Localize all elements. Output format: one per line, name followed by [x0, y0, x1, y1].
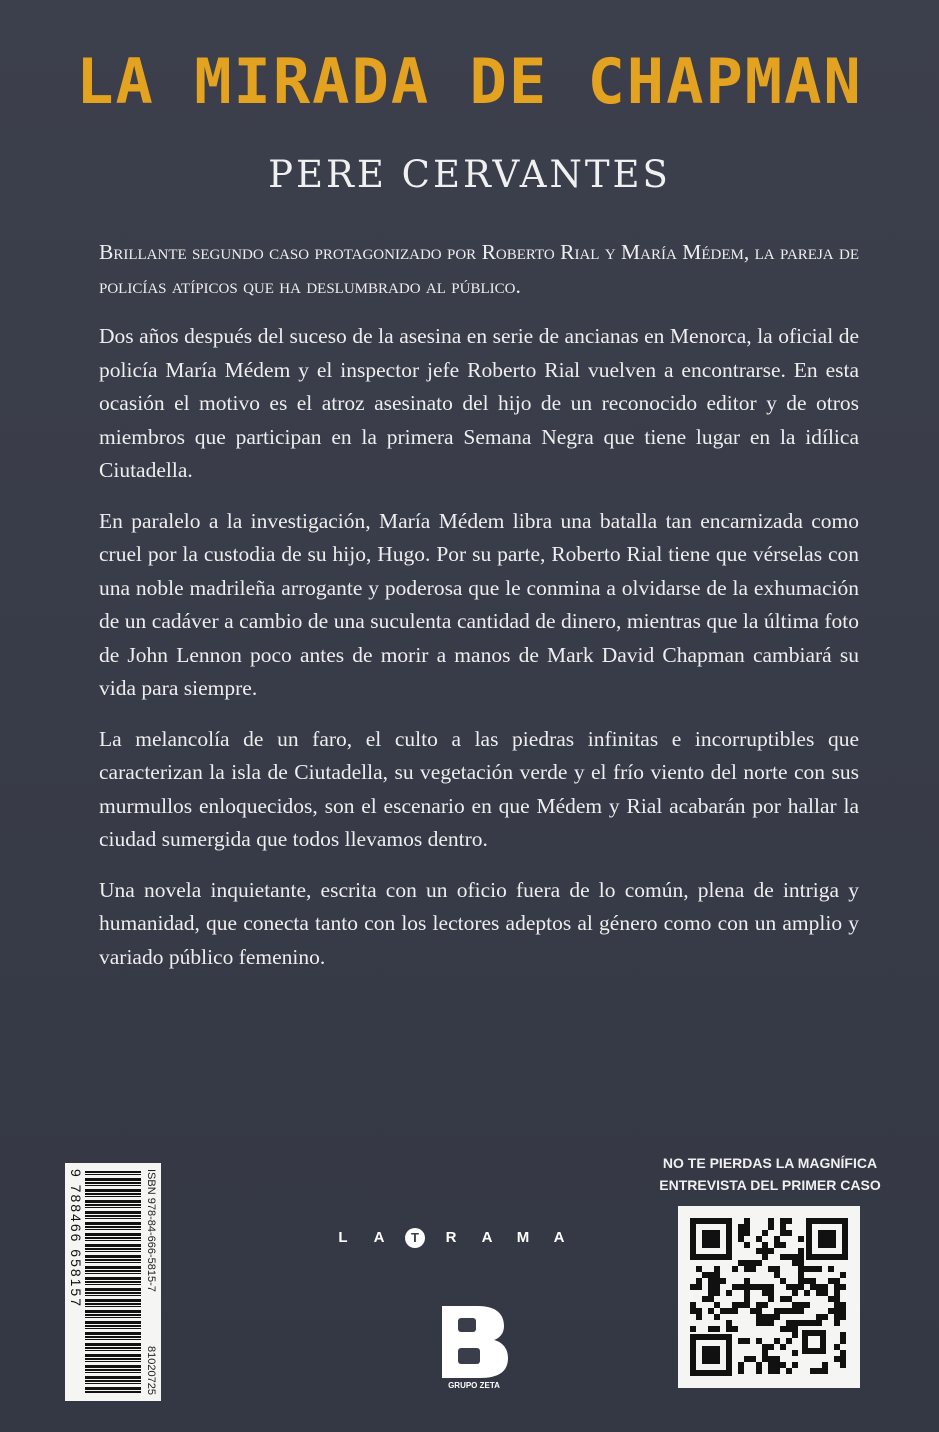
qr-module: [780, 1224, 786, 1230]
barcode-isbn: ISBN 978-84-666-5815-7: [145, 1169, 157, 1292]
qr-module: [786, 1368, 792, 1374]
qr-module: [780, 1254, 786, 1260]
qr-module: [834, 1308, 840, 1314]
barcode-code: 81020725: [145, 1346, 157, 1395]
qr-module: [762, 1356, 768, 1362]
qr-module: [798, 1308, 804, 1314]
qr-module: [714, 1290, 720, 1296]
qr-module: [768, 1284, 774, 1290]
qr-module: [738, 1230, 744, 1236]
qr-module: [714, 1278, 720, 1284]
qr-module: [804, 1278, 810, 1284]
qr-module: [756, 1302, 762, 1308]
qr-module: [840, 1302, 846, 1308]
qr-module: [840, 1314, 846, 1320]
qr-module: [744, 1230, 750, 1236]
qr-module: [732, 1266, 738, 1272]
qr-module: [750, 1284, 756, 1290]
qr-module: [750, 1260, 756, 1266]
qr-module: [786, 1308, 792, 1314]
qr-module: [762, 1254, 768, 1260]
qr-module: [738, 1284, 744, 1290]
qr-module: [744, 1302, 750, 1308]
imprint-la-trama-logo: [325, 1228, 625, 1254]
qr-module: [834, 1284, 840, 1290]
qr-module: [732, 1302, 738, 1308]
qr-module: [714, 1266, 720, 1272]
qr-module: [744, 1266, 750, 1272]
qr-module: [792, 1308, 798, 1314]
imprint-letter: L: [338, 1229, 348, 1246]
qr-module: [762, 1242, 768, 1248]
qr-module: [702, 1296, 708, 1302]
qr-module: [822, 1368, 828, 1374]
qr-module: [702, 1272, 708, 1278]
qr-module: [786, 1218, 792, 1224]
qr-module: [780, 1230, 786, 1236]
qr-module: [768, 1356, 774, 1362]
qr-module: [744, 1284, 750, 1290]
qr-module: [774, 1272, 780, 1278]
qr-module: [786, 1284, 792, 1290]
promo-line: NO TE PIERDAS LA MAGNÍFICA: [662, 1155, 878, 1171]
qr-module: [768, 1218, 774, 1224]
imprint-letter: A: [553, 1229, 565, 1246]
qr-module: [786, 1326, 792, 1332]
qr-code-icon[interactable]: [678, 1206, 860, 1388]
qr-module: [822, 1362, 828, 1368]
qr-module: [708, 1296, 714, 1302]
qr-module: [792, 1332, 798, 1338]
qr-module: [786, 1254, 792, 1260]
qr-module: [738, 1224, 744, 1230]
book-title: LA MIRADA DE CHAPMAN: [76, 45, 863, 118]
qr-module: [690, 1284, 696, 1290]
imprint-letter-circle: T: [405, 1228, 425, 1248]
qr-module: [840, 1332, 846, 1338]
qr-module: [720, 1278, 726, 1284]
qr-module: [726, 1320, 732, 1326]
qr-module: [810, 1266, 816, 1272]
imprint-letter: M: [516, 1229, 530, 1246]
qr-module: [726, 1308, 732, 1314]
qr-module: [786, 1320, 792, 1326]
qr-module: [774, 1314, 780, 1320]
qr-module: [780, 1308, 786, 1314]
qr-module: [768, 1290, 774, 1296]
qr-module: [762, 1320, 768, 1326]
qr-module: [750, 1266, 756, 1272]
qr-module: [792, 1302, 798, 1308]
qr-module: [804, 1290, 810, 1296]
qr-module: [798, 1278, 804, 1284]
qr-module: [744, 1338, 750, 1344]
qr-module: [780, 1296, 786, 1302]
qr-module: [756, 1320, 762, 1326]
qr-module: [840, 1272, 846, 1278]
qr-module: [840, 1350, 846, 1356]
qr-module: [786, 1230, 792, 1236]
synopsis-paragraph: Una novela inquietante, escrita con un oficio fuera de lo común, plena de intriga y humanidad, que conecta tanto con los lectores adeptos al género como con un amplio y variado público femenino.: [99, 877, 859, 969]
qr-module: [750, 1356, 756, 1362]
qr-module: [816, 1290, 822, 1296]
qr-module: [768, 1314, 774, 1320]
qr-module: [840, 1284, 846, 1290]
qr-module: [840, 1362, 846, 1368]
qr-module: [774, 1236, 780, 1242]
qr-module: [690, 1308, 696, 1314]
qr-module: [834, 1290, 840, 1296]
qr-module: [840, 1308, 846, 1314]
qr-module: [714, 1314, 720, 1320]
qr-module: [714, 1302, 720, 1308]
qr-module: [828, 1296, 834, 1302]
qr-module: [804, 1302, 810, 1308]
qr-module: [834, 1344, 840, 1350]
qr-module: [822, 1314, 828, 1320]
qr-module: [816, 1320, 822, 1326]
qr-module: [834, 1278, 840, 1284]
qr-module: [798, 1284, 804, 1290]
qr-module: [804, 1320, 810, 1326]
qr-module: [744, 1278, 750, 1284]
qr-module: [708, 1272, 714, 1278]
qr-module: [768, 1224, 774, 1230]
qr-module: [762, 1290, 768, 1296]
synopsis-paragraph: La melancolía de un faro, el culto a las piedras infinitas e incorruptibles que caracterizan la isla de Ciutadella, su vegetación verde y el frío viento del norte con sus murmullos enloquecidos, son el escenario en que Médem y Rial acabarán por hallar la ciudad sumergida que todos llevamos dentro.: [99, 726, 859, 851]
qr-module: [822, 1284, 828, 1290]
book-author: PERE CERVANTES: [268, 153, 671, 196]
promo-line: ENTREVISTA DEL PRIMER CASO: [659, 1177, 881, 1193]
qr-module: [816, 1314, 822, 1320]
qr-module: [810, 1368, 816, 1374]
qr-module: [738, 1368, 744, 1374]
qr-module: [798, 1320, 804, 1326]
qr-module: [798, 1302, 804, 1308]
qr-module: [756, 1248, 762, 1254]
qr-module: [744, 1290, 750, 1296]
qr-module: [690, 1302, 696, 1308]
qr-module: [762, 1230, 768, 1236]
qr-module: [768, 1266, 774, 1272]
synopsis-paragraph: Dos años después del suceso de la asesina en serie de ancianas en Menorca, la oficial de policía María Médem y el inspector jefe Roberto Rial vuelven a encontrarse. En esta ocasión el motivo es el atroz asesinato del hijo de un reconocido editor y de otros miembros que participan en la primera Semana Negra que tiene lugar en la idílica Ciutadella.: [99, 324, 859, 482]
qr-module: [792, 1350, 798, 1356]
qr-module: [738, 1260, 744, 1266]
qr-module: [762, 1314, 768, 1320]
qr-module: [756, 1260, 762, 1266]
qr-module: [804, 1266, 810, 1272]
qr-module: [792, 1290, 798, 1296]
qr-module: [744, 1356, 750, 1362]
qr-module: [798, 1248, 804, 1254]
qr-module: [708, 1308, 714, 1314]
qr-module: [774, 1242, 780, 1248]
qr-module: [768, 1368, 774, 1374]
qr-module: [768, 1320, 774, 1326]
qr-module: [786, 1296, 792, 1302]
qr-module: [762, 1248, 768, 1254]
qr-module: [792, 1254, 798, 1260]
qr-module: [768, 1248, 774, 1254]
qr-module: [834, 1356, 840, 1362]
qr-module: [828, 1266, 834, 1272]
qr-module: [840, 1338, 846, 1344]
qr-module: [822, 1290, 828, 1296]
qr-module: [756, 1314, 762, 1320]
qr-module: [774, 1338, 780, 1344]
qr-module: [696, 1314, 702, 1320]
qr-module: [798, 1272, 804, 1278]
qr-module: [780, 1362, 786, 1368]
qr-module: [738, 1302, 744, 1308]
qr-module: [756, 1368, 762, 1374]
imprint-letter: R: [445, 1229, 457, 1246]
qr-module: [726, 1326, 732, 1332]
qr-module: [762, 1284, 768, 1290]
qr-module: [792, 1260, 798, 1266]
qr-module: [738, 1338, 744, 1344]
qr-module: [792, 1326, 798, 1332]
qr-module: [690, 1326, 696, 1332]
qr-module: [774, 1266, 780, 1272]
qr-module: [732, 1284, 738, 1290]
qr-module: [744, 1242, 750, 1248]
qr-module: [756, 1362, 762, 1368]
qr-module: [744, 1260, 750, 1266]
qr-module: [756, 1308, 762, 1314]
imprint-letter: A: [373, 1229, 385, 1246]
qr-module: [792, 1320, 798, 1326]
qr-module: [774, 1368, 780, 1374]
qr-module: [714, 1284, 720, 1290]
qr-module: [708, 1278, 714, 1284]
qr-module: [792, 1284, 798, 1290]
publisher-caption: GRUPO ZETA: [448, 1381, 500, 1390]
qr-module: [798, 1260, 804, 1266]
qr-module: [816, 1368, 822, 1374]
qr-module: [798, 1266, 804, 1272]
interview-promo: [630, 1152, 910, 1196]
qr-module: [828, 1278, 834, 1284]
synopsis: [99, 236, 859, 991]
qr-module: [762, 1350, 768, 1356]
qr-module: [738, 1362, 744, 1368]
qr-module: [732, 1308, 738, 1314]
qr-module: [792, 1362, 798, 1368]
qr-module: [768, 1362, 774, 1368]
qr-module: [696, 1266, 702, 1272]
qr-module: [714, 1326, 720, 1332]
qr-module: [774, 1308, 780, 1314]
qr-module: [834, 1314, 840, 1320]
qr-module: [828, 1308, 834, 1314]
qr-module: [834, 1320, 840, 1326]
qr-module: [798, 1236, 804, 1242]
imprint-letter: A: [481, 1229, 493, 1246]
qr-module: [744, 1218, 750, 1224]
qr-module: [744, 1296, 750, 1302]
qr-module: [780, 1326, 786, 1332]
qr-module: [834, 1296, 840, 1302]
barcode-digits: 9 788466 658157: [68, 1169, 84, 1308]
barcode: [65, 1163, 161, 1401]
qr-module: [780, 1344, 786, 1350]
qr-module: [744, 1224, 750, 1230]
synopsis-lead: Brillante segundo caso protagonizado por Roberto Rial y María Médem, la pareja de policías atípicos que ha deslumbrado al público.: [99, 240, 859, 298]
qr-module: [732, 1326, 738, 1332]
qr-module: [756, 1338, 762, 1344]
qr-module: [840, 1356, 846, 1362]
qr-module: [768, 1344, 774, 1350]
qr-module: [810, 1284, 816, 1290]
qr-module: [768, 1296, 774, 1302]
qr-module: [798, 1254, 804, 1260]
qr-module: [834, 1302, 840, 1308]
qr-module: [762, 1344, 768, 1350]
qr-module: [756, 1236, 762, 1242]
qr-module: [708, 1290, 714, 1296]
qr-module: [810, 1278, 816, 1284]
qr-module: [762, 1302, 768, 1308]
qr-module: [810, 1320, 816, 1326]
barcode-bars-icon: [85, 1171, 141, 1393]
qr-module: [726, 1290, 732, 1296]
qr-module: [696, 1284, 702, 1290]
publisher-b-logo-icon: [436, 1300, 512, 1380]
qr-module: [756, 1284, 762, 1290]
qr-module: [780, 1278, 786, 1284]
qr-module: [708, 1284, 714, 1290]
qr-module: [720, 1308, 726, 1314]
qr-module: [774, 1356, 780, 1362]
qr-module: [750, 1308, 756, 1314]
qr-module: [738, 1236, 744, 1242]
qr-module: [780, 1242, 786, 1248]
qr-module: [780, 1218, 786, 1224]
qr-module: [696, 1308, 702, 1314]
qr-module: [786, 1338, 792, 1344]
qr-module: [816, 1284, 822, 1290]
qr-module: [696, 1278, 702, 1284]
qr-module: [774, 1362, 780, 1368]
qr-module: [708, 1326, 714, 1332]
synopsis-paragraph: En paralelo a la investigación, María Médem libra una batalla tan encarnizada como cruel por la custodia de su hijo, Hugo. Por su parte, Roberto Rial tiene que vérselas con una noble madrileña arrogante y poderosa que le conmina a olvidarse de la exhumación de un cadáver a cambio de una suculenta cantidad de dinero, mientras que la última foto de John Lennon poco antes de morir a manos de Mark David Chapman cambiará su vida para siempre.: [99, 508, 859, 700]
qr-module: [714, 1272, 720, 1278]
qr-module: [816, 1266, 822, 1272]
